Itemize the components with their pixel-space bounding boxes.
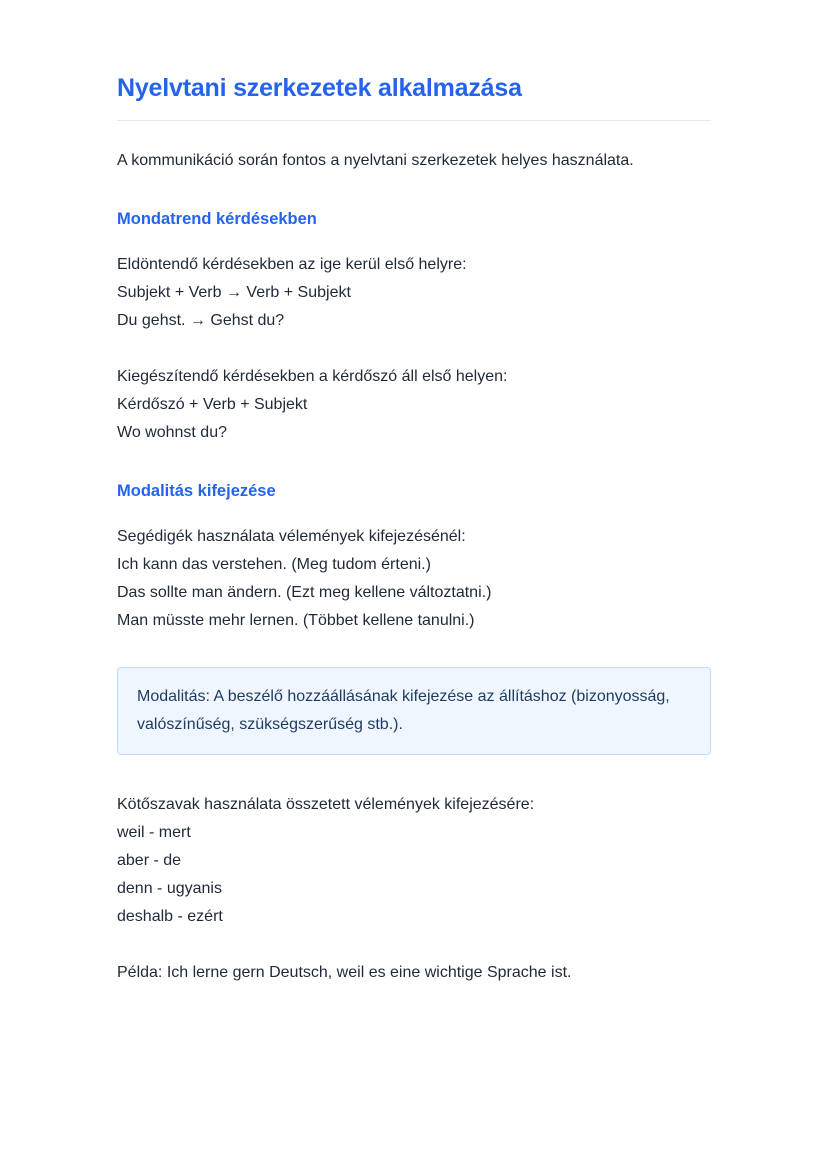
text-line: Eldöntendő kérdésekben az ige kerül első helyre: (117, 256, 467, 273)
text-line: Kiegészítendő kérdésekben a kérdőszó áll első helyen: (117, 368, 508, 385)
text-line: Wo wohnst du? (117, 424, 227, 441)
section-heading-modalitas: Modalitás kifejezése (117, 482, 276, 500)
title-divider (117, 120, 711, 121)
page-title: Nyelvtani szerkezetek alkalmazása (117, 74, 522, 102)
section-heading-mondatrend: Mondatrend kérdésekben (117, 210, 317, 228)
text-line: aber - de (117, 852, 182, 869)
text-line: Das sollte man ändern. (Ezt meg kellene változtatni.) (117, 584, 492, 601)
text-line: weil - mert (117, 824, 191, 841)
callout-text: Modalitás: A beszélő hozzáállásának kifejezése az állításhoz (bizonyosság, valószínűség, szükségszerűség stb.). (137, 688, 670, 733)
text-line: Man müsste mehr lernen. (Többet kellene tanulni.) (117, 612, 475, 629)
text-line: Subjekt + Verb → Verb + Subjekt (117, 284, 351, 301)
callout-box (117, 667, 711, 755)
paragraph-wh-questions (117, 363, 711, 447)
text-line: deshalb - ezért (117, 908, 223, 925)
text-line: Segédigék használata vélemények kifejezésénél: (117, 528, 466, 545)
text-line: Kérdőszó + Verb + Subjekt (117, 396, 308, 413)
text-line: Ich kann das verstehen. (Meg tudom érteni.) (117, 556, 431, 573)
paragraph-example: Példa: Ich lerne gern Deutsch, weil es eine wichtige Sprache ist. (117, 964, 572, 981)
paragraph-modal-verbs (117, 523, 711, 635)
paragraph-conjunctions (117, 791, 711, 931)
text-line: Du gehst. → Gehst du? (117, 312, 285, 329)
text-line: denn - ugyanis (117, 880, 222, 897)
text-line: Kötőszavak használata összetett vélemények kifejezésére: (117, 796, 535, 813)
paragraph-yesno-questions (117, 251, 711, 335)
intro-paragraph: A kommunikáció során fontos a nyelvtani szerkezetek helyes használata. (117, 152, 634, 169)
